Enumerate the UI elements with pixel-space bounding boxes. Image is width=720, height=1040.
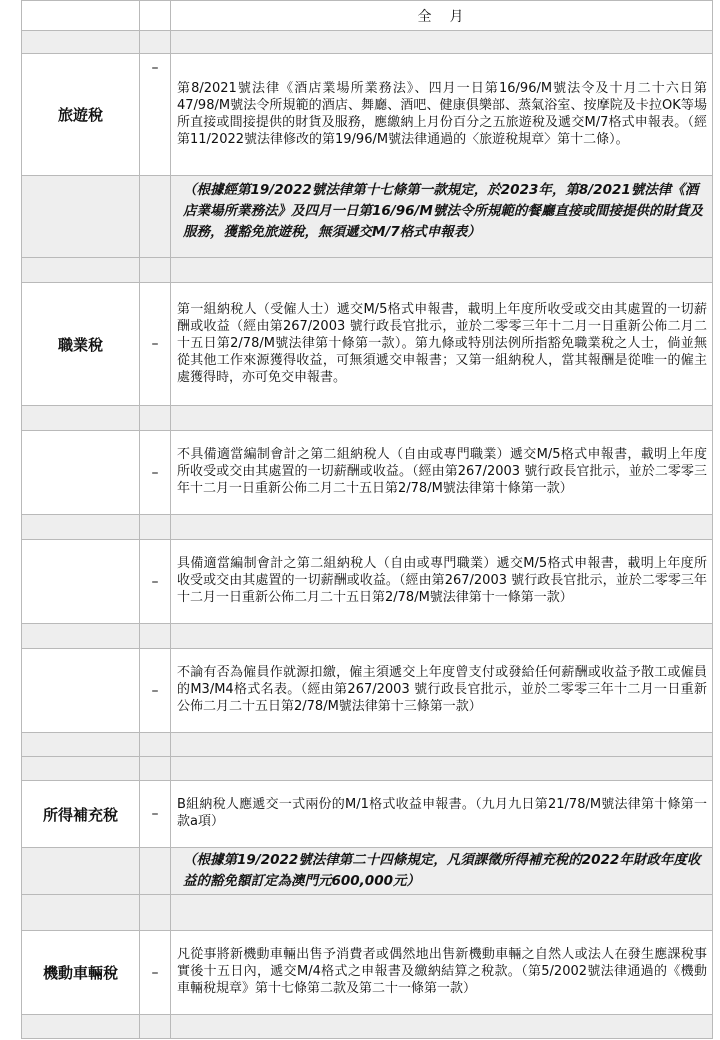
tourism-tax-text: 第8/2021號法律《酒店業場所業務法》、四月一日第16/96/M號法令及十月二十六日第47/98/M號法令所規範的酒店、舞廳、酒吧、健康俱樂部、蒸氣浴室、按摩院及卡拉OK等場所直接或間接提供的財貨及服務，應繳納上月份百分之五旅遊稅及遞交M/7格式申報表。（經第11/2022號法律修改的第19/96/M號法律通過的〈旅遊稅規章〉第十二條）。 [171,54,713,176]
professional-tax-row-2 [22,431,713,515]
tourism-note-row [22,176,713,258]
bullet-dash: – [140,431,171,515]
vehicle-tax-text: 凡從事將新機動車輛出售予消費者或偶然地出售新機動車輛之自然人或法人在發生應課稅事實後十五日內，遞交M/4格式之申報書及繳納結算之稅款。（第5/2002號法律通過的《機動車輛稅規章》第十七條第二款及第二十一條第一款） [171,931,713,1015]
complementary-tax-note: （根據第19/2022號法律第二十四條規定，凡須課徵所得補充稅的2022年財政年度收益的豁免額訂定為澳門元600,000元） [171,848,713,895]
spacer-row [22,733,713,757]
vehicle-tax-label: 機動車輛稅 [22,931,140,1015]
spacer-row [22,258,713,283]
spacer-row [22,515,713,540]
tourism-tax-row [22,54,713,176]
tourism-tax-note: （根據經第19/2022號法律第十七條第一款規定，於2023年，第8/2021號法律《酒店業場所業務法》及四月一日第16/96/M號法令所規範的餐廳直接或間接提供的財貨及服務，獲豁免旅遊稅，無須遞交M/7格式申報表） [171,176,713,258]
complementary-note-row [22,848,713,895]
spacer-row [22,624,713,649]
spacer-row [22,895,713,931]
bullet-dash: – [140,54,171,176]
spacer-row [22,31,713,54]
vehicle-tax-row [22,931,713,1015]
complementary-tax-text: B組納稅人應遞交一式兩份的M/1格式收益申報書。（九月九日第21/78/M號法律第十條第一款a項） [171,781,713,848]
bullet-dash: – [140,649,171,733]
spacer-row [22,406,713,431]
professional-tax-text-1: 第一組納稅人（受僱人士）遞交M/5格式申報書，載明上年度所收受或交由其處置的一切薪酬或收益（經由第267/2003 號行政長官批示，並於二零零三年十二月一日重新公佈二月二十五日第2/78/M號法律第十條第一款）。第九條或特別法例所指豁免職業稅之人士，倘並無從其他工作來源獲得收益，可無須遞交申報書；又第一組納稅人，當其報酬是從唯一的僱主處獲得時，亦可免交申報書。 [171,283,713,406]
professional-tax-text-4: 不論有否為僱員作就源扣繳，僱主須遞交上年度曾支付或發給任何薪酬或收益予散工或僱員的M3/M4格式名表。（經由第267/2003 號行政長官批示，並於二零零三年十二月一日重新公佈二月二十五日第2/78/M號法律第十三條第一款） [171,649,713,733]
tax-calendar-table [21,0,713,1039]
complementary-tax-label: 所得補充稅 [22,781,140,848]
professional-tax-text-3: 具備適當編制會計之第二組納稅人（自由或專門職業）遞交M/5格式申報書，載明上年度所收受或交由其處置的一切薪酬或收益。（經由第267/2003 號行政長官批示，並於二零零三年十二月一日重新公佈二月二十五日第2/78/M號法律第十一條第一款） [171,540,713,624]
professional-tax-row-4 [22,649,713,733]
professional-tax-text-2: 不具備適當編制會計之第二組納稅人（自由或專門職業）遞交M/5格式申報書，載明上年度所收受或交由其處置的一切薪酬或收益。（經由第267/2003 號行政長官批示，並於二零零三年十二月一日重新公佈二月二十五日第2/78/M號法律第十條第一款） [171,431,713,515]
spacer-row [22,1015,713,1039]
bullet-dash: – [140,540,171,624]
tourism-tax-label: 旅遊稅 [22,54,140,176]
bullet-dash: – [140,931,171,1015]
professional-tax-row-3 [22,540,713,624]
professional-tax-row-1 [22,283,713,406]
professional-tax-label: 職業稅 [22,283,140,406]
bullet-dash: – [140,283,171,406]
header-row [22,1,713,31]
spacer-row [22,757,713,781]
complementary-tax-row [22,781,713,848]
bullet-dash: – [140,781,171,848]
month-header: 全 月 [171,1,713,31]
